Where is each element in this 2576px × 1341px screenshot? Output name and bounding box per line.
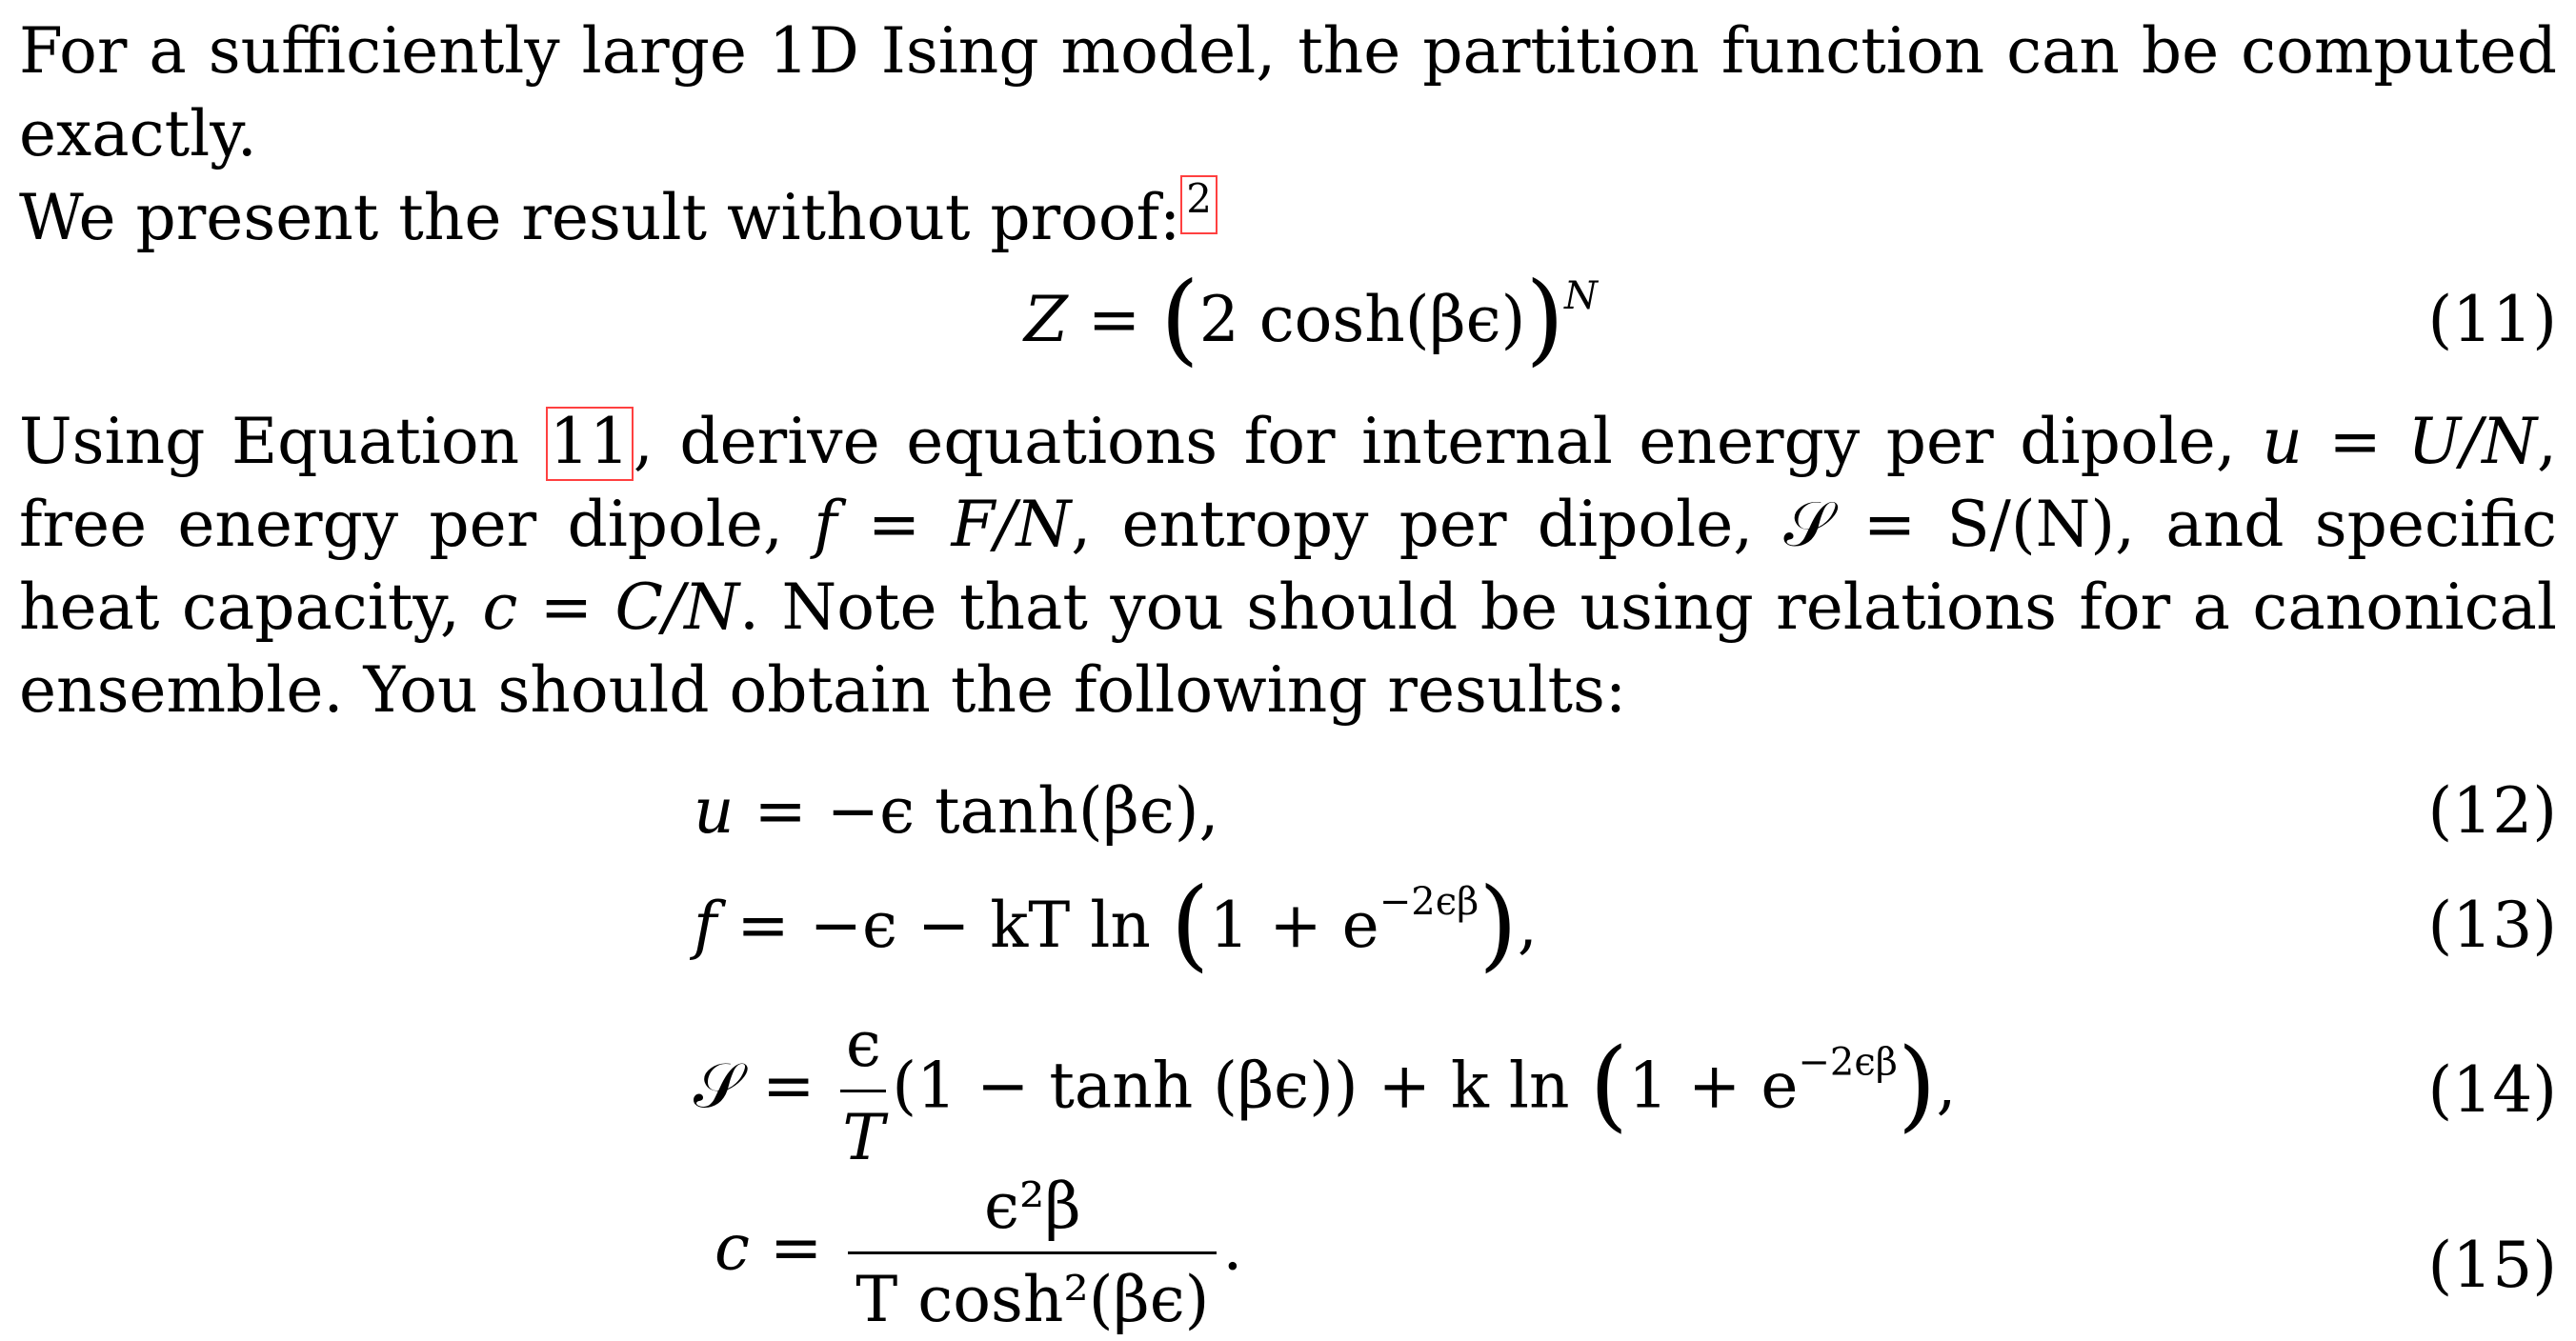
eq13-lhs: f <box>694 889 717 962</box>
eq12-lhs: u <box>694 774 735 848</box>
eq13-exponent: −2ϵβ <box>1379 880 1479 924</box>
equation-11-number: (11) <box>2427 283 2557 356</box>
equation-13-body: f = −ϵ − kT $\ln (1 + e^{-2\epsilon\beta})$, <box>694 866 1538 982</box>
task-text-5: , and specific heat capacity, <box>19 488 2558 644</box>
equation-11-body <box>1024 260 1598 376</box>
equation-12-number: (12) <box>2427 774 2557 848</box>
eq14-close-paren: ) <box>1897 1026 1937 1143</box>
eq12-rhs: −ϵ tanh(βϵ), <box>826 774 1219 848</box>
eq13-rhs-a: −ϵ − kT ln <box>809 889 1151 962</box>
eq15-fraction <box>848 1165 1217 1341</box>
intro-paragraph <box>19 10 2557 259</box>
eq14-open-paren: ( <box>1589 1026 1629 1143</box>
equation-ref-link[interactable]: 11 <box>546 407 634 481</box>
equation-14-number: (14) <box>2427 1053 2557 1127</box>
equation-14 <box>19 1003 2557 1174</box>
equation-13 <box>19 866 2557 989</box>
intro-line-2: We present the result without proof: <box>19 181 1181 254</box>
eq13-equals: = <box>736 889 790 962</box>
eq12-equals: = <box>754 774 807 848</box>
eq11-equals: = <box>1087 283 1141 356</box>
eq13-rhs-b: 1 + e <box>1209 889 1379 962</box>
equation-13-number: (13) <box>2427 889 2557 962</box>
eq14-rhs-a: (1 − tanh (βϵ)) + k ln <box>892 1049 1570 1123</box>
eq14-exponent: −2ϵβ <box>1798 1040 1898 1085</box>
eq15-lhs: c <box>714 1211 750 1285</box>
eq15-frac-num: ϵ²β <box>848 1165 1217 1254</box>
eq15-equals: = <box>769 1211 823 1285</box>
task-text-4: , entropy per dipole, <box>1071 488 1784 561</box>
task-text-6: . Note that you should be using relations for a canonical ensemble. You should obtain the following results: <box>19 570 2557 727</box>
eq11-exponent: N <box>1563 274 1598 318</box>
document-body <box>19 10 2558 1336</box>
results-block <box>19 731 2557 1336</box>
equation-11 <box>19 259 2557 402</box>
task-paragraph <box>19 400 2557 731</box>
equation-14-body: 𝒮 = $\frac{\epsilon}{T}$ (1 − tanh (βϵ)) + k $\ln (1 + e^{-2\epsilon\beta})$, <box>694 1003 1956 1179</box>
eq14-lhs: 𝒮 <box>694 1049 743 1123</box>
eq14-equals: = <box>762 1049 815 1123</box>
eq14-frac-num: ϵ <box>840 1003 886 1092</box>
equation-12-body <box>694 770 1219 852</box>
equation-15 <box>19 1165 2557 1336</box>
eq11-close-paren: ) <box>1525 260 1564 376</box>
s-definition: 𝒮 = S/(N) <box>1783 488 2116 561</box>
f-definition: f = F/N <box>814 488 1072 561</box>
eq11-rhs-core: 2 cosh(βϵ) <box>1198 283 1526 356</box>
eq11-lhs: Z <box>1024 283 1068 356</box>
task-text-1: Using Equation <box>19 405 546 478</box>
equation-15-body: c = $\frac{\text{ϵ²β}}{\text{T cosh²(βϵ)}}$ . <box>714 1165 1242 1341</box>
equation-12 <box>19 770 2557 855</box>
task-text-3: , free energy per dipole, <box>19 405 2557 561</box>
task-text-2: , derive equations for internal energy per dipole, <box>633 405 2263 478</box>
intro-line-1: For a sufficiently large 1D Ising model, the partition function can be computed exactly. <box>19 14 2557 170</box>
eq13-close-paren: ) <box>1479 866 1518 982</box>
eq13-open-paren: ( <box>1170 866 1210 982</box>
eq14-rhs-b: 1 + e <box>1628 1049 1799 1123</box>
eq11-open-paren: ( <box>1160 260 1199 376</box>
eq15-frac-den: T cosh²(βϵ) <box>855 1263 1210 1336</box>
equation-15-number: (15) <box>2427 1229 2557 1302</box>
footnote-link[interactable]: 2 <box>1180 175 1218 234</box>
eq14-fraction <box>840 1003 886 1179</box>
eq14-frac-den: T <box>842 1101 885 1174</box>
u-definition: u = U/N <box>2262 405 2537 478</box>
c-definition: c = C/N <box>482 570 740 644</box>
